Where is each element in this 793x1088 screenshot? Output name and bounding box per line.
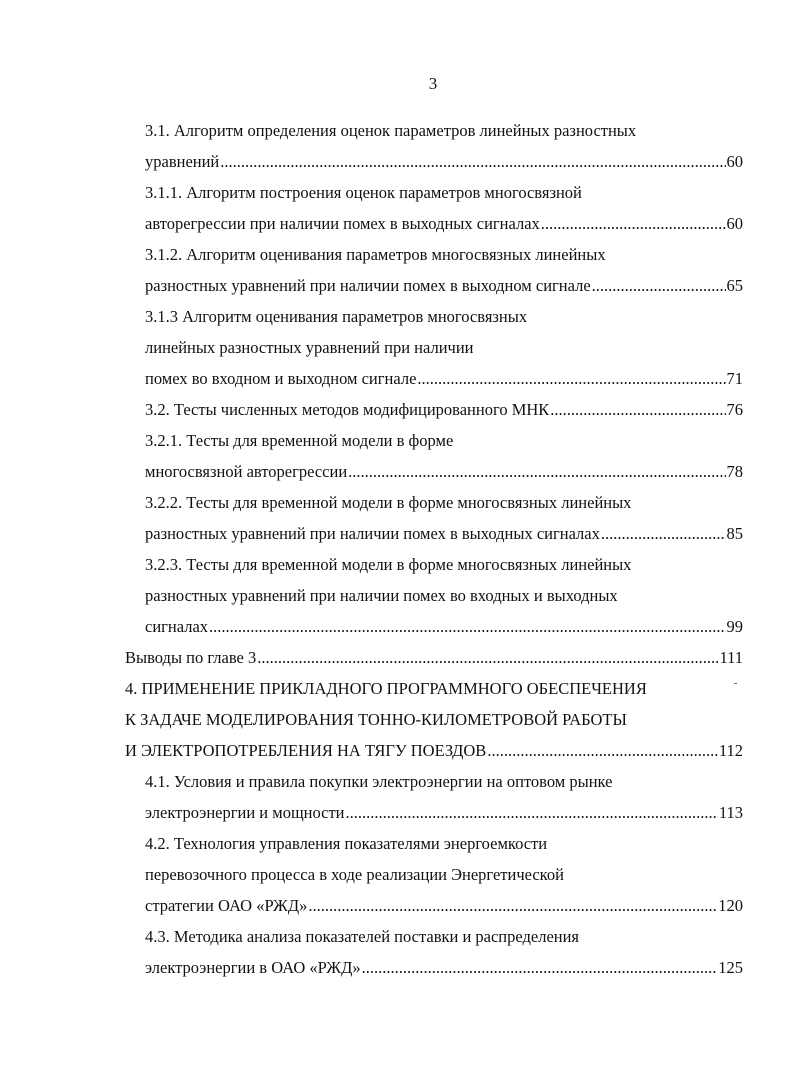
toc-entry-text: стратегии ОАО «РЖД»	[145, 896, 308, 915]
toc-entry-with-page	[0, 208, 793, 239]
dot-leader	[487, 735, 718, 766]
toc-entry-with-page	[0, 270, 793, 301]
toc-entry-line	[0, 487, 793, 518]
toc-entry-text: 3.1. Алгоритм определения оценок параметров линейных разностных	[145, 121, 637, 140]
toc-entry-text: 3.1.1. Алгоритм построения оценок параметров многосвязной	[145, 183, 582, 202]
toc-entry-line	[0, 239, 793, 270]
toc-entry-text: уравнений	[145, 152, 220, 171]
dot-leader	[362, 952, 718, 983]
dot-leader	[346, 797, 718, 828]
toc-page-number: 113	[718, 803, 743, 822]
toc-entry-with-page	[0, 394, 793, 425]
dot-leader	[308, 890, 717, 921]
dot-leader	[209, 611, 725, 642]
toc-entry-line	[0, 301, 793, 332]
toc-entry-text: И ЭЛЕКТРОПОТРЕБЛЕНИЯ НА ТЯГУ ПОЕЗДОВ	[125, 741, 487, 760]
dot-leader	[541, 208, 726, 239]
toc-page-number: 60	[726, 214, 743, 233]
dot-leader	[550, 394, 725, 425]
table-of-contents	[0, 115, 793, 983]
toc-entry-text: 4.3. Методика анализа показателей поставки и распределения	[145, 927, 580, 946]
dot-leader	[220, 146, 725, 177]
toc-page-number: 111	[719, 648, 743, 667]
toc-entry-text: 4.1. Условия и правила покупки электроэнергии на оптовом рынке	[145, 772, 613, 791]
toc-entry-text: 3.1.2. Алгоритм оценивания параметров многосвязных линейных	[145, 245, 606, 264]
toc-entry-text: К ЗАДАЧЕ МОДЕЛИРОВАНИЯ ТОННО-КИЛОМЕТРОВОЙ РАБОТЫ	[125, 710, 627, 729]
toc-entry-line	[0, 425, 793, 456]
toc-entry-with-page	[0, 735, 793, 766]
scan-mark: -	[734, 678, 738, 689]
toc-entry-text: 4. ПРИМЕНЕНИЕ ПРИКЛАДНОГО ПРОГРАММНОГО ОБЕСПЕЧЕНИЯ	[125, 679, 647, 698]
toc-entry-text: перевозочного процесса в ходе реализации Энергетической	[145, 865, 564, 884]
toc-entry-text: 3.2. Тесты численных методов модифицированного МНК	[145, 400, 550, 419]
toc-entry-line	[0, 673, 793, 704]
toc-entry-text: разностных уравнений при наличии помех в выходном сигнале	[145, 276, 591, 295]
toc-entry-with-page	[0, 890, 793, 921]
toc-entry-text: электроэнергии в ОАО «РЖД»	[145, 958, 361, 977]
toc-page-number: 120	[718, 896, 743, 915]
toc-page-number: 99	[726, 617, 743, 636]
toc-entry-with-page	[0, 797, 793, 828]
toc-entry-text: электроэнергии и мощности	[145, 803, 345, 822]
toc-entry-text: многосвязной авторегрессии	[145, 462, 348, 481]
toc-entry-line	[0, 177, 793, 208]
toc-entry-line	[0, 115, 793, 146]
toc-entry-with-page	[0, 642, 793, 673]
dot-leader	[417, 363, 725, 394]
toc-page-number: 65	[726, 276, 743, 295]
toc-entry-line	[0, 549, 793, 580]
dot-leader	[601, 518, 726, 549]
toc-entry-line	[0, 332, 793, 363]
toc-entry-line	[0, 828, 793, 859]
toc-entry-text: помех во входном и выходном сигнале	[145, 369, 417, 388]
toc-entry-line	[0, 766, 793, 797]
toc-entry-text: сигналах	[145, 617, 209, 636]
dot-leader	[257, 642, 718, 673]
dot-leader	[592, 270, 726, 301]
toc-entry-line	[0, 704, 793, 735]
toc-page-number: 78	[726, 462, 743, 481]
toc-entry-line	[0, 580, 793, 611]
toc-page-number: 71	[726, 369, 743, 388]
toc-entry-with-page	[0, 611, 793, 642]
toc-entry-text: 3.2.3. Тесты для временной модели в форме многосвязных линейных	[145, 555, 632, 574]
toc-entry-text: авторегрессии при наличии помех в выходных сигналах	[145, 214, 540, 233]
toc-entry-text: линейных разностных уравнений при наличии	[145, 338, 474, 357]
toc-entry-line	[0, 921, 793, 952]
toc-entry-text: 3.2.1. Тесты для временной модели в форме	[145, 431, 454, 450]
toc-page-number: 125	[718, 958, 743, 977]
toc-entry-text: 4.2. Технология управления показателями энергоемкости	[145, 834, 548, 853]
toc-entry-text: разностных уравнений при наличии помех в выходных сигналах	[145, 524, 600, 543]
toc-entry-with-page	[0, 363, 793, 394]
toc-page-number: 76	[726, 400, 743, 419]
toc-entry-text: 3.1.3 Алгоритм оценивания параметров многосвязных	[145, 307, 528, 326]
toc-entry-with-page	[0, 518, 793, 549]
dot-leader	[348, 456, 725, 487]
toc-page-number: 60	[726, 152, 743, 171]
toc-entry-line	[0, 859, 793, 890]
toc-entry-text: разностных уравнений при наличии помех во входных и выходных	[145, 586, 618, 605]
page-number: 3	[428, 74, 438, 93]
toc-entry-with-page	[0, 146, 793, 177]
toc-entry-with-page	[0, 952, 793, 983]
toc-entry-with-page	[0, 456, 793, 487]
toc-entry-text: 3.2.2. Тесты для временной модели в форме многосвязных линейных	[145, 493, 632, 512]
toc-entry-text: Выводы по главе 3	[125, 648, 257, 667]
toc-page-number: 85	[726, 524, 743, 543]
toc-page-number: 112	[718, 741, 743, 760]
